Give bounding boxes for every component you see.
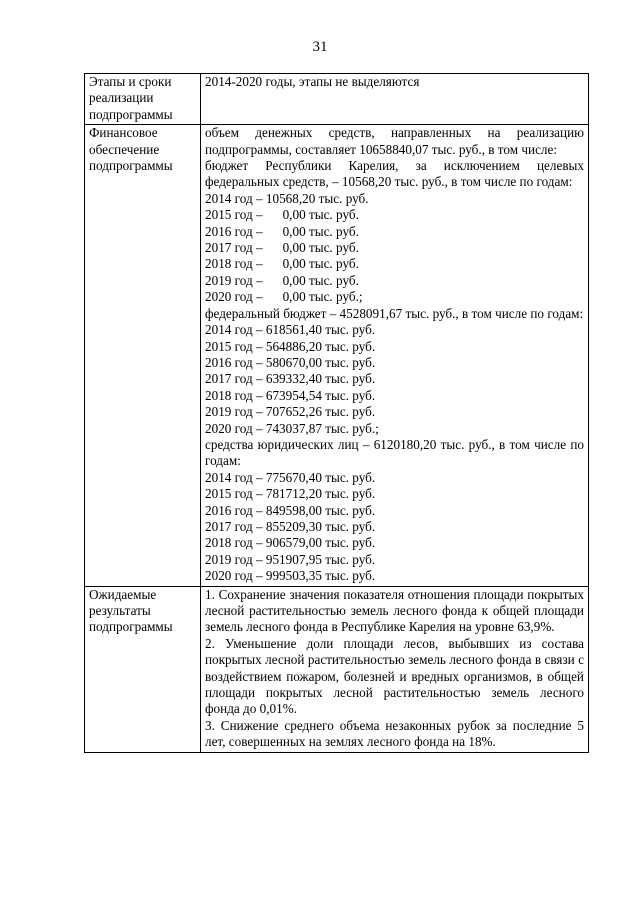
page-number: 31 [312, 39, 328, 55]
legal-year-line: 2019 год – 951907,95 тыс. руб. [205, 551, 376, 567]
federal-budget-intro: федеральный бюджет – 4528091,67 тыс. руб., в том числе по годам: [205, 305, 584, 321]
regional-year-line [205, 256, 584, 272]
legal-entities-intro: средства юридических лиц – 6120180,20 тыс. руб., в том числе по годам: [205, 436, 584, 469]
legal-year-line: 2017 год – 855209,30 тыс. руб. [205, 518, 376, 534]
financing-intro: объем денежных средств, направленных на реализацию подпрограммы, составляет 10658840,07 тыс. руб., в том числе: [205, 125, 584, 157]
legal-year-line: 2014 год – 775670,40 тыс. руб. [205, 469, 376, 485]
year-label: 2017 год – [205, 240, 263, 256]
year-label: 2018 год – [205, 256, 263, 272]
year-amount: 0,00 тыс. руб. [282, 256, 359, 272]
year-label: 2015 год – [205, 207, 263, 223]
federal-year-line: 2017 год – 639332,40 тыс. руб. [205, 371, 376, 387]
regional-year-line [205, 224, 584, 240]
year-amount: 0,00 тыс. руб.; [282, 289, 363, 305]
federal-year-line: 2016 год – 580670,00 тыс. руб. [205, 354, 376, 370]
legal-year-line: 2020 год – 999503,35 тыс. руб. [205, 568, 376, 584]
year-amount: 0,00 тыс. руб. [282, 223, 359, 239]
table-row [85, 125, 589, 586]
regional-year-line [205, 207, 584, 223]
regional-year-line [205, 240, 584, 256]
result-item: 1. Сохранение значения показателя отношения площади покрытых лесной растительностью земель лесного фонда к общей площади земель лесного фонда в Республике Карелия на уровне 63,9%. [205, 586, 584, 635]
row-label-results: Ожидаемые результаты подпрограммы [85, 586, 201, 752]
regional-budget-intro: бюджет Республики Карелия, за исключением целевых федеральных средств, – 10568,20 тыс. руб., в том числе по годам: [205, 158, 584, 190]
year-amount: 10568,20 тыс. руб. [262, 190, 369, 206]
row-value-results [201, 586, 589, 752]
row-value-stages: 2014-2020 годы, этапы не выделяются [201, 74, 589, 125]
row-value-financing [201, 125, 589, 586]
year-label: 2020 год – [205, 289, 263, 305]
regional-year-line [205, 191, 584, 207]
federal-year-line: 2020 год – 743037,87 тыс. руб.; [205, 420, 379, 436]
federal-year-line: 2018 год – 673954,54 тыс. руб. [205, 387, 376, 403]
federal-year-line: 2015 год – 564886,20 тыс. руб. [205, 338, 376, 354]
year-amount: 0,00 тыс. руб. [282, 240, 359, 256]
result-item: 3. Снижение среднего объема незаконных рубок за последние 5 лет, совершенных на землях лесного фонда на 18%. [205, 717, 584, 750]
legal-year-line: 2018 год – 906579,00 тыс. руб. [205, 535, 376, 551]
row-label-financing: Финансовое обеспечение подпрограммы [85, 125, 201, 586]
legal-year-line: 2016 год – 849598,00 тыс. руб. [205, 502, 376, 518]
table-row [85, 74, 589, 125]
result-item: 2. Уменьшение доли площади лесов, выбывших из состава покрытых лесной растительностью земель лесного фонда в связи с воздействием пожаром, болезней и вредных организмов, в общей площади покрытых лесной растительностью земель лесного фонда до 0,01%. [205, 635, 584, 717]
year-label: 2014 год – [205, 190, 263, 206]
regional-year-line [205, 273, 584, 289]
federal-year-line: 2019 год – 707652,26 тыс. руб. [205, 404, 376, 420]
year-amount: 0,00 тыс. руб. [282, 207, 359, 223]
subprogram-passport-table [84, 73, 589, 753]
year-label: 2019 год – [205, 272, 263, 288]
legal-year-line: 2015 год – 781712,20 тыс. руб. [205, 486, 376, 502]
federal-year-line: 2014 год – 618561,40 тыс. руб. [205, 322, 376, 338]
regional-year-line [205, 289, 584, 305]
row-label-stages: Этапы и сроки реализации подпрограммы [85, 74, 201, 125]
year-label: 2016 год – [205, 223, 263, 239]
year-amount: 0,00 тыс. руб. [282, 272, 359, 288]
table-row [85, 586, 589, 752]
